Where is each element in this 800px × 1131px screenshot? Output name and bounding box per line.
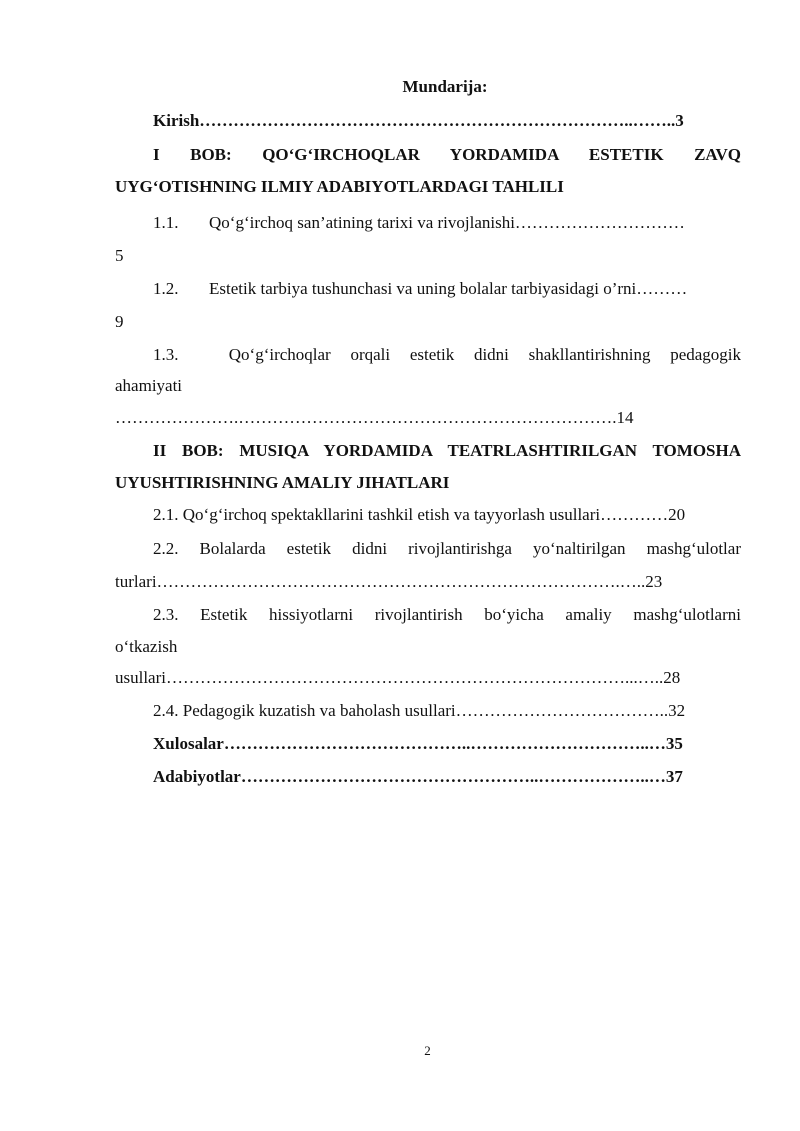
toc-item-text: Qo‘g‘irchoq san’atining tarixi va rivojlanishi………………………… — [209, 213, 685, 232]
toc-item-2-4: 2.4. Pedagogik kuzatish va baholash usullari………………………………..32 — [153, 701, 686, 720]
toc-chapter1-title-line2: UYG‘OTISHNING ILMIY ADABIYOTLARDAGI TAHLILI — [115, 177, 564, 196]
toc-item-text: Qo‘g‘irchoqlar orqali estetik didni shakllantirishning pedagogik — [228, 345, 742, 364]
toc-conclusions: Xulosalar……………………………………..…………………………..…35 — [153, 734, 683, 753]
toc-chapter2-title-line2: UYUSHTIRISHNING AMALIY JIHATLARI — [115, 473, 450, 492]
toc-chapter2-title-line1: II BOB: MUSIQA YORDAMIDA TEATRLASHTIRILGAN TOMOSHA — [153, 441, 741, 460]
toc-item-1-1-page: 5 — [115, 246, 124, 265]
toc-item-1-3-continuation: ahamiyati — [115, 376, 183, 395]
toc-item-number: 1.2. — [153, 279, 179, 298]
toc-item-1-3 — [153, 344, 741, 367]
toc-item-number: 1.3. — [153, 345, 179, 364]
toc-item-2-2-line2: turlari……………………………………………………………………….…..23 — [115, 572, 663, 591]
toc-intro: Kirish…………………………………………………………………..……..3 — [153, 111, 684, 130]
page-number: 2 — [424, 1043, 431, 1058]
toc-item-2-3-line2: o‘tkazish — [115, 637, 178, 656]
toc-item-1-3-leader: ………………….………………………………………………………….14 — [115, 408, 634, 427]
page-title: Mundarija: — [402, 77, 488, 96]
toc-chapter1-title-line1: I BOB: QO‘G‘IRCHOQLAR YORDAMIDA ESTETIK ZAVQ — [153, 145, 741, 164]
toc-item-2-3-line1: 2.3. Estetik hissiyotlarni rivojlantirish bo‘yicha amaliy mashg‘ulotlarni — [153, 605, 741, 624]
toc-item-number: 1.1. — [153, 213, 179, 232]
toc-item-1-2 — [153, 278, 687, 301]
toc-item-1-2-page: 9 — [115, 312, 124, 331]
toc-references: Adabiyotlar……………………………………………..………………..…37 — [153, 767, 683, 786]
toc-item-text: Estetik tarbiya tushunchasi va uning bolalar tarbiyasidagi o’rni……… — [209, 279, 688, 298]
toc-item-2-2-line1: 2.2. Bolalarda estetik didni rivojlantirishga yo‘naltirilgan mashg‘ulotlar — [153, 539, 741, 558]
toc-item-2-1: 2.1. Qo‘g‘irchoq spektakllarini tashkil etish va tayyorlash usullari…………20 — [153, 505, 686, 524]
toc-item-2-3-line3: usullari………………………………………………………………………...…..28 — [115, 668, 681, 687]
toc-item-1-1 — [153, 212, 685, 235]
